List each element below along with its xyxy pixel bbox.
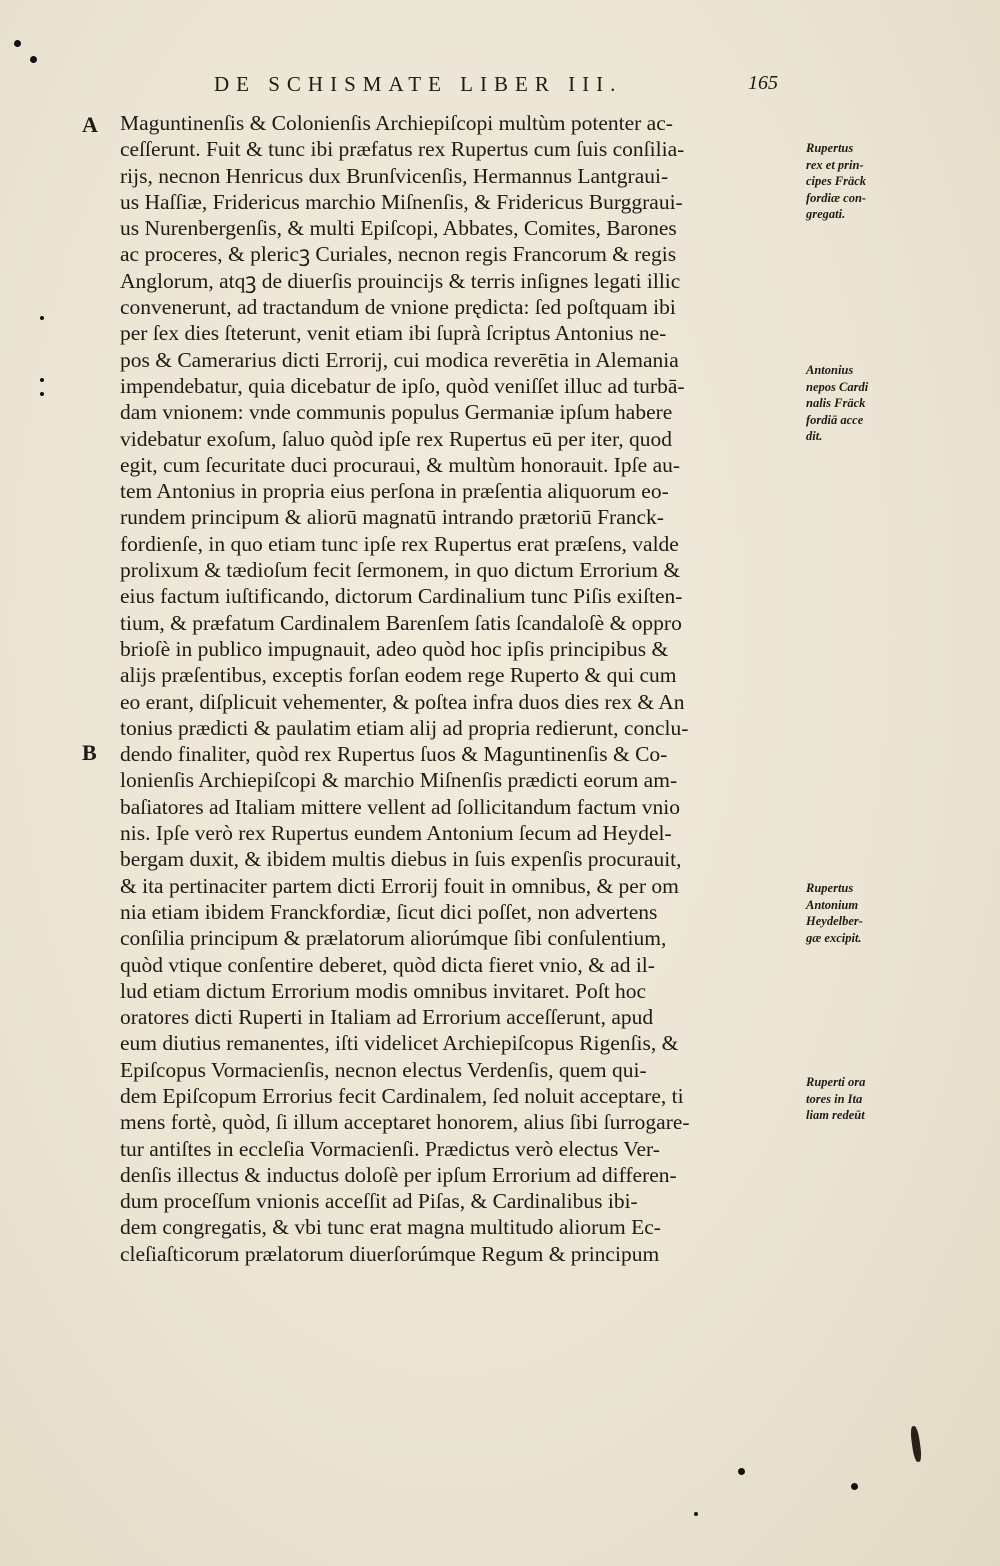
text-line: bergam duxit, & ibidem multis diebus in ſuis expenſis procurauit, (120, 847, 682, 872)
text-line: lud etiam dictum Errorium modis omnibus invitaret. Poſt hoc (120, 978, 647, 1003)
margin-note-line: nalis Fräck (806, 396, 866, 410)
margin-note-line: Ruperti ora (806, 1075, 866, 1089)
text-line: alijs præſentibus, exceptis forſan eodem rege Ruperto & qui cum (120, 663, 677, 688)
text-line: rundem principum & aliorū magnatū intrando prætoriū Franck- (120, 505, 664, 530)
ink-spot (738, 1468, 745, 1475)
text-line: egit, cum ſecuritate duci procuraui, & multùm honorauit. Ipſe au- (120, 452, 681, 477)
text-line: baſiatores ad Italiam mittere vellent ad ſollicitandum factum vnio (120, 794, 681, 819)
running-title: DE SCHISMATE LIBER III. (214, 72, 623, 96)
text-line: nia etiam ibidem Franckfordiæ, ſicut dici poſſet, non advertens (120, 899, 658, 924)
text-line: eum diutius remanentes, iſti videlicet Archiepiſcopus Rigenſis, & (120, 1031, 679, 1056)
margin-note-line: Heydelber- (806, 914, 863, 928)
text-line: ceſſerunt. Fuit & tunc ibi præfatus rex Rupertus cum ſuis conſilia- (120, 137, 685, 162)
text-line: ac proceres, & plericꝫ Curiales, necnon regis Francorum & regis (120, 242, 677, 267)
text-line: prolixum & tædioſum fecit ſermonem, in quo dictum Errorium & (120, 558, 681, 583)
text-line: eo erant, diſplicuit vehementer, & poſtea infra duos dies rex & An (120, 689, 685, 714)
section-marker-a: A (82, 112, 98, 137)
text-line: Epiſcopus Vormacienſis, necnon electus Verdenſis, quem qui- (120, 1057, 647, 1082)
text-line: tium, & præfatum Cardinalem Barenſem ſatis ſcandaloſè & oppro (120, 610, 682, 635)
text-line: tonius prædicti & paulatim etiam alij ad propria redierunt, conclu- (120, 715, 689, 740)
text-line: fordienſe, in quo etiam tunc ipſe rex Rupertus erat præſens, valde (120, 531, 679, 556)
margin-note (806, 880, 898, 946)
margin-note-line: cipes Fräck (806, 174, 867, 188)
margin-note-line: fordiæ con- (806, 190, 867, 205)
folio-number: 165 (748, 72, 778, 94)
text-line: eius factum iuſtificando, dictorum Cardinalium tunc Piſis exiſten- (120, 584, 683, 609)
text-line: pos & Camerarius dicti Errorij, cui modica reverētia in Alemania (120, 347, 679, 372)
text-line: videbatur exoſum, ſaluo quòd ipſe rex Rupertus eū per iter, quod (120, 426, 673, 451)
margin-note-line: gregati. (806, 207, 846, 221)
text-line: dem congregatis, & vbi tunc erat magna multitudo aliorum Ec- (120, 1215, 661, 1240)
text-line: dem Epiſcopum Errorius fecit Cardinalem, ſed noluit acceptare, ti (120, 1083, 684, 1108)
text-line: tem Antonius in propria eius perſona in præſentia aliquorum eo- (120, 479, 669, 504)
margin-note (806, 1074, 898, 1124)
margin-note-line: nepos Cardi (806, 379, 869, 394)
margin-note-line: Rupertus (806, 141, 854, 155)
text-line: brioſè in publico impugnauit, adeo quòd hoc ipſis principibus & (120, 636, 669, 661)
page-edge-stain (910, 1426, 923, 1463)
text-line: mens fortè, quòd, ſi illum acceptaret honorem, alius ſibi ſurrogare- (120, 1110, 690, 1135)
text-line: us Haſſiæ, Fridericus marchio Miſnenſis, & Fridericus Burggraui- (120, 189, 683, 214)
margin-note (806, 362, 898, 445)
text-line: tur antiſtes in eccleſia Vormacienſi. Prædictus verò electus Ver- (120, 1136, 660, 1161)
text-line: dum proceſſum vnionis acceſſit ad Piſas, & Cardinalibus ibi- (120, 1189, 638, 1214)
margin-note (806, 140, 898, 223)
margin-note-line: gæ excipit. (806, 930, 862, 945)
text-line: impendebatur, quia dicebatur de ipſo, quòd veniſſet illuc ad turbā- (120, 373, 685, 398)
text-line: nis. Ipſe verò rex Rupertus eundem Antonium ſecum ad Heydel- (120, 821, 672, 846)
text-line: Maguntinenſis & Colonienſis Archiepiſcopi multùm potenter ac- (120, 111, 673, 135)
margin-note-line: dit. (806, 429, 823, 443)
margin-note-line: fordiā acce (806, 412, 864, 427)
ink-spot (40, 378, 44, 382)
margin-note-line: rex et prin- (806, 157, 864, 172)
text-line: per ſex dies ſteterunt, venit etiam ibi ſuprà ſcriptus Antonius ne- (120, 321, 667, 346)
margin-note-line: liam redeūt (806, 1108, 865, 1122)
text-line: lonienſis Archiepiſcopi & marchio Miſnenſis prædicti eorum am- (120, 768, 678, 793)
ink-spot (40, 316, 44, 320)
margin-note-line: tores in Ita (806, 1091, 863, 1106)
text-line: Anglorum, atqꝫ de diuerſis prouincijs & terris inſignes legati illic (120, 268, 681, 293)
text-line: cleſiaſticorum prælatorum diuerſorúmque Regum & principum (120, 1241, 660, 1266)
text-line: quòd vtique conſentire deberet, quòd dicta fieret vnio, & ad il- (120, 952, 655, 977)
text-line: conſilia principum & prælatorum aliorúmque ſibi conſulentium, (120, 926, 667, 951)
text-line: us Nurenbergenſis, & multi Epiſcopi, Abbates, Comites, Barones (120, 216, 677, 241)
ink-spot (30, 56, 37, 63)
margin-note-line: Antonium (806, 897, 859, 912)
ink-spot (14, 40, 21, 47)
text-line: dendo finaliter, quòd rex Rupertus ſuos & Maguntinenſis & Co- (120, 742, 668, 767)
section-marker-b: B (82, 740, 97, 765)
ink-spot (851, 1483, 858, 1490)
ink-spot (694, 1512, 698, 1516)
text-line: oratores dicti Ruperti in Italiam ad Errorium acceſſerunt, apud (120, 1005, 654, 1030)
text-line: convenerunt, ad tractandum de vnione prędicta: ſed poſtquam ibi (120, 295, 676, 320)
text-line: denſis illectus & inductus doloſè per ipſum Errorium ad differen- (120, 1162, 677, 1187)
text-line: rijs, necnon Henricus dux Brunſvicenſis, Hermannus Lantgraui- (120, 163, 669, 188)
ink-spot (40, 392, 44, 396)
text-line: & ita pertinaciter partem dicti Errorij fouit in omnibus, & per om (120, 873, 679, 898)
margin-note-line: Rupertus (806, 881, 854, 895)
text-line: dam vnionem: vnde communis populus Germaniæ ipſum habere (120, 400, 673, 425)
margin-note-line: Antonius (806, 363, 854, 377)
body-text (120, 110, 800, 1267)
